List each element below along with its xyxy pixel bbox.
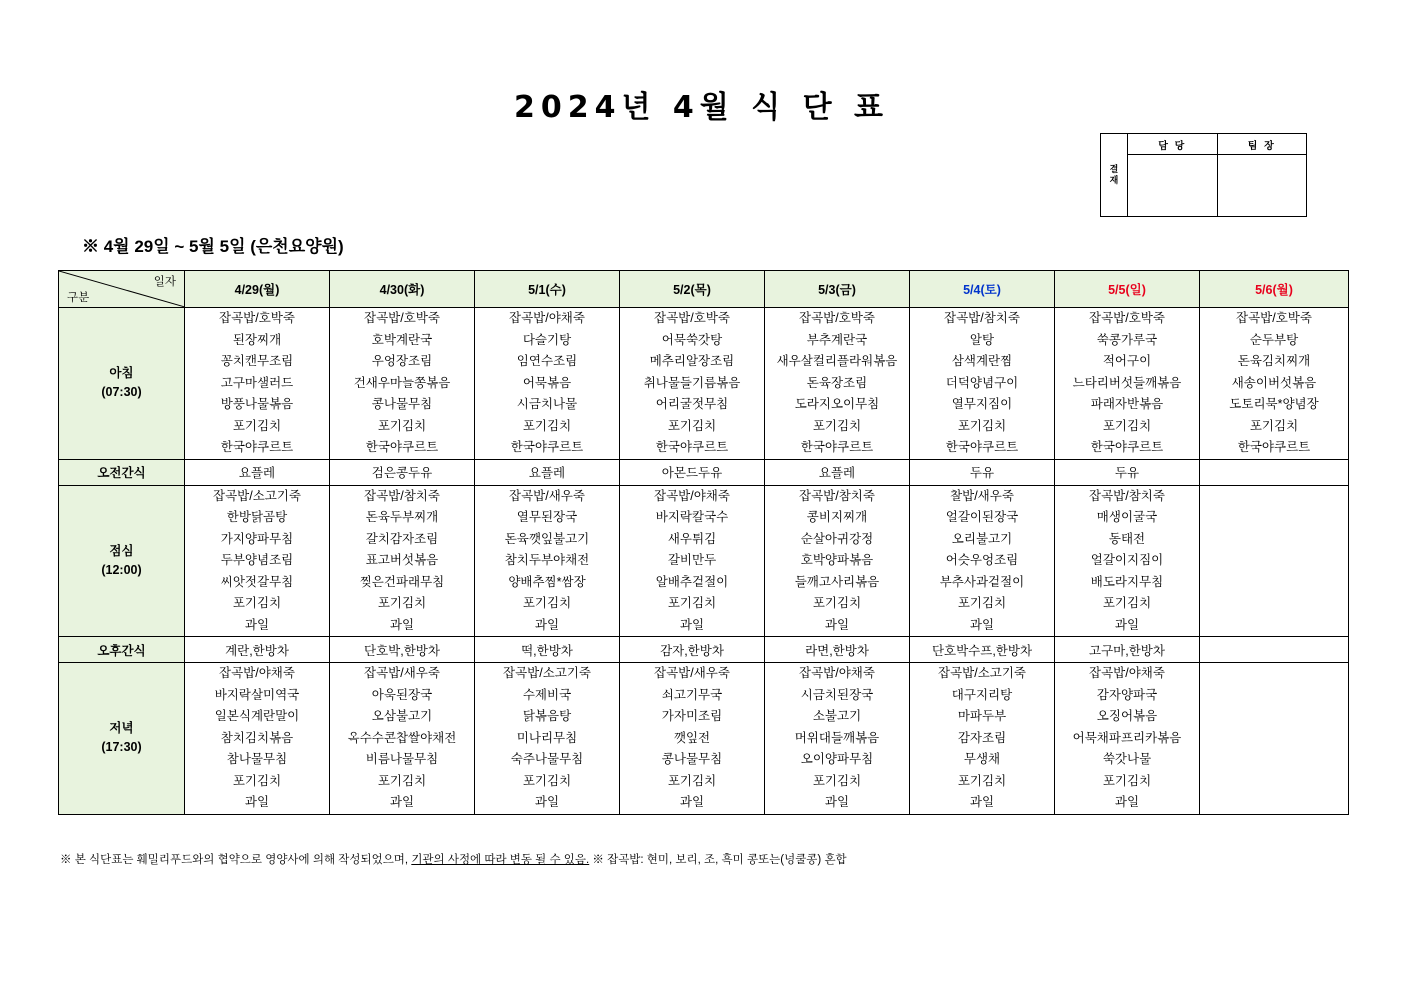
- menu-item: 포기김치: [232, 596, 282, 610]
- menu-cell-breakfast-3: [620, 308, 765, 460]
- menu-cell-morning-snack-2: 요플레: [475, 459, 620, 485]
- menu-item: 잡곡밥/호박죽: [1236, 311, 1312, 325]
- menu-item: 포기김치: [522, 418, 572, 433]
- row-label-lunch-text: 점심: [109, 543, 134, 558]
- menu-item: 잡곡밥/참치죽: [364, 488, 440, 503]
- menu-item: 시금치나물: [516, 397, 578, 411]
- menu-item: 꽁치캔무조림: [220, 354, 294, 368]
- menu-cell-lunch-0: [185, 485, 330, 637]
- menu-item: 포기김치: [377, 773, 427, 788]
- menu-item: 잡곡밥/소고기죽: [503, 666, 591, 680]
- menu-item: 포기김치: [522, 773, 572, 788]
- menu-cell-morning-snack-1: 검은콩두유: [330, 459, 475, 485]
- menu-item: 메추리알장조림: [649, 354, 735, 368]
- menu-item: 새우살컬리플라워볶음: [776, 354, 898, 368]
- menu-item: 시금치된장국: [800, 687, 874, 702]
- menu-cell-dinner-1: [330, 663, 475, 815]
- row-label-morning-snack: 오전간식: [59, 459, 185, 485]
- menu-item: 열무지짐이: [951, 397, 1013, 411]
- approval-signature-manager: [1128, 155, 1217, 216]
- menu-cell-dinner-3: [620, 663, 765, 815]
- menu-item: 잡곡밥/호박죽: [1089, 311, 1165, 325]
- day-header-0: 4/29(월): [185, 271, 330, 308]
- menu-item: 순살아귀강정: [800, 531, 874, 546]
- menu-item: 어리굴젓무침: [655, 397, 729, 411]
- approval-side-label: 결 재: [1101, 134, 1128, 216]
- menu-item: 잡곡밥/호박죽: [219, 311, 295, 325]
- day-header-7: 5/6(월): [1200, 271, 1349, 308]
- menu-cell-morning-snack-6: 두유: [1055, 459, 1200, 485]
- menu-item: 도라지오이무침: [794, 397, 880, 411]
- row-label-afternoon-snack: 오후간식: [59, 637, 185, 663]
- menu-item: 갈치감자조림: [365, 531, 439, 546]
- footnote-part-1: ※ 본 식단표는 훼밀리푸드와의 협약으로 영양사에 의해 작성되었으며,: [60, 854, 412, 866]
- menu-item: 포기김치: [812, 596, 862, 610]
- menu-item: 파래자반볶음: [1090, 397, 1164, 411]
- menu-item: 돈육장조림: [806, 375, 868, 390]
- menu-cell-breakfast-2: [475, 308, 620, 460]
- menu-item: 과일: [679, 617, 705, 632]
- menu-item: 잡곡밥/참치죽: [799, 488, 875, 503]
- menu-item: 잡곡밥/호박죽: [364, 311, 440, 325]
- menu-cell-dinner-2: [475, 663, 620, 815]
- menu-item: 포기김치: [812, 773, 862, 788]
- menu-cell-lunch-3: [620, 485, 765, 637]
- menu-item: 포기김치: [957, 596, 1007, 610]
- menu-item: 한국야쿠르트: [655, 440, 729, 454]
- menu-item: 들깨고사리볶음: [794, 574, 880, 589]
- menu-item: 열무된장국: [516, 510, 578, 524]
- table-corner-header: [59, 271, 185, 308]
- menu-item: 머위대들깨볶음: [794, 730, 880, 745]
- menu-item: 무생채: [963, 752, 1001, 766]
- menu-item: 얼갈이된장국: [945, 510, 1019, 524]
- menu-item: 가지양파무침: [220, 531, 294, 546]
- menu-item: 과일: [389, 617, 415, 632]
- menu-item: 매생이굴국: [1096, 510, 1158, 524]
- menu-item: 소불고기: [812, 709, 862, 723]
- menu-item: 과일: [534, 795, 560, 809]
- menu-item: 바지락칼국수: [655, 510, 729, 524]
- menu-cell-afternoon-snack-0: 계란,한방차: [185, 637, 330, 663]
- menu-cell-breakfast-7: [1200, 308, 1349, 460]
- row-label-lunch-time: (12:00): [101, 562, 142, 577]
- menu-item: 미나리무침: [516, 730, 578, 745]
- menu-item: 잡곡밥/야채죽: [219, 666, 295, 680]
- menu-item: 한국야쿠르트: [1237, 440, 1311, 454]
- menu-cell-morning-snack-5: 두유: [910, 459, 1055, 485]
- menu-cell-lunch-2: [475, 485, 620, 637]
- row-label-dinner-text: 저녁: [109, 721, 134, 736]
- menu-row-breakfast: [59, 308, 1349, 460]
- day-header-3: 5/2(목): [620, 271, 765, 308]
- menu-item: 아욱된장국: [371, 687, 433, 702]
- menu-item: 일본식계란말이: [214, 709, 300, 723]
- menu-item: 돈육깻잎불고기: [504, 531, 590, 546]
- day-header-4: 5/3(금): [765, 271, 910, 308]
- menu-item: 과일: [969, 617, 995, 632]
- approval-header-teamlead: 팀 장: [1218, 134, 1307, 155]
- menu-item: 오징어볶음: [1096, 709, 1158, 723]
- approval-header-manager: 담 당: [1128, 134, 1217, 155]
- menu-item: 포기김치: [812, 418, 862, 433]
- menu-item: 참나물무침: [226, 752, 288, 766]
- menu-item: 잡곡밥/야채죽: [1089, 666, 1165, 680]
- menu-item: 대구지리탕: [951, 687, 1013, 702]
- menu-item: 잡곡밥/참치죽: [944, 311, 1020, 325]
- menu-item: 방풍나물볶음: [220, 397, 294, 411]
- day-header-6: 5/5(일): [1055, 271, 1200, 308]
- menu-item: 잡곡밥/야채죽: [509, 311, 585, 325]
- menu-cell-lunch-4: [765, 485, 910, 637]
- period-subtitle: ※ 4월 29일 ~ 5월 5일 (은천요양원): [82, 237, 344, 256]
- menu-item: 돈육두부찌개: [365, 510, 439, 524]
- menu-cell-afternoon-snack-5: 단호박수프,한방차: [910, 637, 1055, 663]
- menu-row-lunch: [59, 485, 1349, 637]
- menu-item: 갈비만두: [667, 553, 717, 567]
- menu-item: 포기김치: [377, 596, 427, 610]
- menu-item: 호박양파볶음: [800, 553, 874, 567]
- approval-column-manager: [1128, 134, 1217, 216]
- menu-item: 찢은건파래무침: [359, 574, 445, 589]
- approval-signature-teamlead: [1218, 155, 1307, 216]
- menu-cell-breakfast-5: [910, 308, 1055, 460]
- menu-cell-afternoon-snack-7: [1200, 637, 1349, 663]
- day-header-1: 4/30(화): [330, 271, 475, 308]
- row-label-breakfast-text: 아침: [109, 366, 134, 381]
- menu-item: 느타리버섯들깨볶음: [1072, 375, 1182, 390]
- menu-cell-afternoon-snack-6: 고구마,한방차: [1055, 637, 1200, 663]
- menu-item: 잡곡밥/야채죽: [654, 488, 730, 503]
- menu-item: 오삼불고기: [371, 709, 433, 723]
- menu-item: 고구마샐러드: [220, 375, 294, 390]
- menu-item: 한방닭곰탕: [226, 510, 288, 524]
- menu-item: 마파두부: [957, 709, 1007, 723]
- menu-item: 과일: [1114, 795, 1140, 809]
- table-header-row: [59, 271, 1349, 308]
- menu-cell-morning-snack-4: 요플레: [765, 459, 910, 485]
- menu-row-afternoon-snack: [59, 637, 1349, 663]
- menu-item: 콩비지찌개: [806, 510, 868, 524]
- menu-item: 우엉장조림: [371, 354, 433, 368]
- menu-item: 오이양파무침: [800, 752, 874, 766]
- menu-item: 쇠고기무국: [661, 687, 723, 702]
- menu-item: 배도라지무침: [1090, 574, 1164, 589]
- menu-item: 포기김치: [522, 596, 572, 610]
- menu-cell-dinner-0: [185, 663, 330, 815]
- menu-item: 과일: [534, 617, 560, 632]
- menu-item: 깻잎전: [673, 730, 711, 745]
- menu-cell-afternoon-snack-2: 떡,한방차: [475, 637, 620, 663]
- menu-item: 삼색계란찜: [951, 354, 1013, 368]
- menu-item: 더덕양념구이: [945, 375, 1019, 390]
- menu-cell-lunch-1: [330, 485, 475, 637]
- menu-cell-afternoon-snack-3: 감자,한방차: [620, 637, 765, 663]
- menu-cell-dinner-4: [765, 663, 910, 815]
- menu-row-dinner: [59, 663, 1349, 815]
- menu-item: 알탕: [969, 332, 995, 347]
- menu-item: 건새우마늘쫑볶음: [353, 375, 451, 390]
- menu-item: 감자양파국: [1096, 687, 1158, 702]
- menu-item: 포기김치: [957, 773, 1007, 788]
- menu-item: 된장찌개: [232, 332, 282, 347]
- menu-item: 콩나물무침: [371, 397, 433, 411]
- menu-item: 동태전: [1108, 531, 1146, 546]
- menu-item: 닭볶음탕: [522, 709, 572, 723]
- menu-item: 한국야쿠르트: [365, 440, 439, 454]
- menu-cell-dinner-6: [1055, 663, 1200, 815]
- menu-item: 잡곡밥/새우죽: [509, 488, 585, 503]
- row-label-breakfast: [59, 308, 185, 460]
- menu-cell-dinner-5: [910, 663, 1055, 815]
- menu-item: 바지락살미역국: [214, 687, 300, 702]
- menu-cell-breakfast-1: [330, 308, 475, 460]
- menu-item: 한국야쿠르트: [510, 440, 584, 454]
- weekly-menu-table: [58, 270, 1349, 815]
- menu-item: 한국야쿠르트: [220, 440, 294, 454]
- menu-item: 참치김치볶음: [220, 730, 294, 745]
- menu-item: 잡곡밥/야채죽: [799, 666, 875, 680]
- menu-item: 어슷우엉조림: [945, 553, 1019, 567]
- menu-item: 새우튀김: [667, 531, 717, 546]
- menu-item: 잡곡밥/새우죽: [364, 666, 440, 680]
- menu-item: 포기김치: [377, 418, 427, 433]
- menu-item: 한국야쿠르트: [800, 440, 874, 454]
- menu-item: 참치두부야채전: [504, 553, 590, 567]
- menu-cell-breakfast-0: [185, 308, 330, 460]
- menu-item: 잡곡밥/새우죽: [654, 666, 730, 680]
- menu-item: 어묵채파프리카볶음: [1072, 730, 1182, 745]
- menu-item: 어묵볶음: [522, 375, 572, 390]
- menu-cell-afternoon-snack-4: 라면,한방차: [765, 637, 910, 663]
- menu-item: 과일: [824, 795, 850, 809]
- menu-item: 씨앗젓갈무침: [220, 574, 294, 589]
- menu-item: 포기김치: [667, 596, 717, 610]
- menu-item: 도토리묵*양념장: [1229, 397, 1319, 411]
- menu-item: 호박계란국: [371, 332, 433, 347]
- approval-stamp-box: [1100, 133, 1307, 217]
- menu-item: 다슬기탕: [522, 332, 572, 347]
- menu-item: 오리불고기: [951, 531, 1013, 546]
- day-header-5: 5/4(토): [910, 271, 1055, 308]
- menu-item: 잡곡밥/소고기죽: [938, 666, 1026, 680]
- menu-item: 과일: [679, 795, 705, 809]
- menu-item: 얼갈이지짐이: [1090, 553, 1164, 567]
- menu-item: 양배추찜*쌈장: [508, 574, 586, 589]
- menu-row-morning-snack: [59, 459, 1349, 485]
- menu-item: 잡곡밥/호박죽: [654, 311, 730, 325]
- menu-item: 새송이버섯볶음: [1231, 375, 1317, 390]
- footnote: [60, 851, 847, 867]
- corner-label-category: 구분: [67, 292, 90, 304]
- menu-cell-morning-snack-3: 아몬드두유: [620, 459, 765, 485]
- menu-item: 과일: [389, 795, 415, 809]
- menu-cell-lunch-7: [1200, 485, 1349, 637]
- menu-item: 가자미조림: [661, 709, 723, 723]
- row-label-lunch: [59, 485, 185, 637]
- menu-item: 옥수수콘찹쌀야채전: [347, 730, 457, 745]
- day-header-2: 5/1(수): [475, 271, 620, 308]
- menu-item: 잡곡밥/참치죽: [1089, 488, 1165, 503]
- page-title: 2024년 4월 식 단 표: [513, 90, 890, 125]
- footnote-part-2: 기관의 사정에 따라 변동 될 수 있음.: [411, 854, 590, 866]
- menu-item: 수제비국: [522, 687, 572, 702]
- menu-cell-lunch-6: [1055, 485, 1200, 637]
- row-label-breakfast-time: (07:30): [101, 385, 142, 400]
- menu-item: 어묵쑥갓탕: [661, 332, 723, 347]
- menu-item: 표고버섯볶음: [365, 553, 439, 567]
- menu-item: 포기김치: [232, 773, 282, 788]
- row-label-dinner: [59, 663, 185, 815]
- menu-item: 부추사과겉절이: [939, 574, 1025, 589]
- menu-item: 포기김치: [1102, 596, 1152, 610]
- menu-item: 포기김치: [1102, 418, 1152, 433]
- menu-item: 알배추겉절이: [655, 574, 729, 589]
- menu-item: 쑥콩가루국: [1096, 332, 1158, 347]
- menu-item: 포기김치: [957, 418, 1007, 433]
- menu-item: 포기김치: [232, 418, 282, 433]
- approval-columns: [1128, 134, 1306, 216]
- menu-item: 임연수조림: [516, 354, 578, 368]
- menu-item: 포기김치: [1102, 773, 1152, 788]
- menu-item: 포기김치: [667, 773, 717, 788]
- menu-cell-breakfast-4: [765, 308, 910, 460]
- menu-item: 과일: [244, 617, 270, 632]
- menu-item: 감자조림: [957, 730, 1007, 745]
- menu-item: 숙주나물무침: [510, 752, 584, 766]
- row-label-dinner-time: (17:30): [101, 740, 142, 755]
- menu-item: 비름나물무침: [365, 752, 439, 766]
- menu-item: 취나물들기름볶음: [643, 375, 741, 390]
- footnote-part-3: ※ 잡곡밥: 현미, 보리, 조, 흑미 콩또는(넝쿨콩) 혼합: [589, 854, 847, 866]
- menu-item: 잡곡밥/소고기죽: [213, 488, 301, 503]
- corner-label-date: 일자: [153, 276, 176, 288]
- menu-item: 포기김치: [1249, 418, 1299, 433]
- menu-cell-afternoon-snack-1: 단호박,한방차: [330, 637, 475, 663]
- menu-item: 콩나물무침: [661, 752, 723, 766]
- menu-item: 부추계란국: [806, 332, 868, 347]
- menu-item: 잡곡밥/호박죽: [799, 311, 875, 325]
- approval-column-teamlead: [1217, 134, 1307, 216]
- menu-item: 과일: [824, 617, 850, 632]
- menu-item: 순두부탕: [1249, 332, 1299, 347]
- menu-item: 적어구이: [1102, 354, 1152, 368]
- menu-item: 돈육김치찌개: [1237, 354, 1311, 368]
- menu-item: 한국야쿠르트: [945, 440, 1019, 454]
- menu-item: 한국야쿠르트: [1090, 440, 1164, 454]
- menu-item: 포기김치: [667, 418, 717, 433]
- menu-item: 찰밥/새우죽: [950, 488, 1014, 503]
- menu-cell-breakfast-6: [1055, 308, 1200, 460]
- menu-item: 과일: [969, 795, 995, 809]
- menu-cell-morning-snack-0: 요플레: [185, 459, 330, 485]
- menu-cell-morning-snack-7: [1200, 459, 1349, 485]
- menu-item: 과일: [1114, 617, 1140, 632]
- menu-item: 쑥갓나물: [1102, 752, 1152, 766]
- menu-cell-lunch-5: [910, 485, 1055, 637]
- menu-item: 두부양념조림: [220, 553, 294, 567]
- menu-item: 과일: [244, 795, 270, 809]
- menu-cell-dinner-7: [1200, 663, 1349, 815]
